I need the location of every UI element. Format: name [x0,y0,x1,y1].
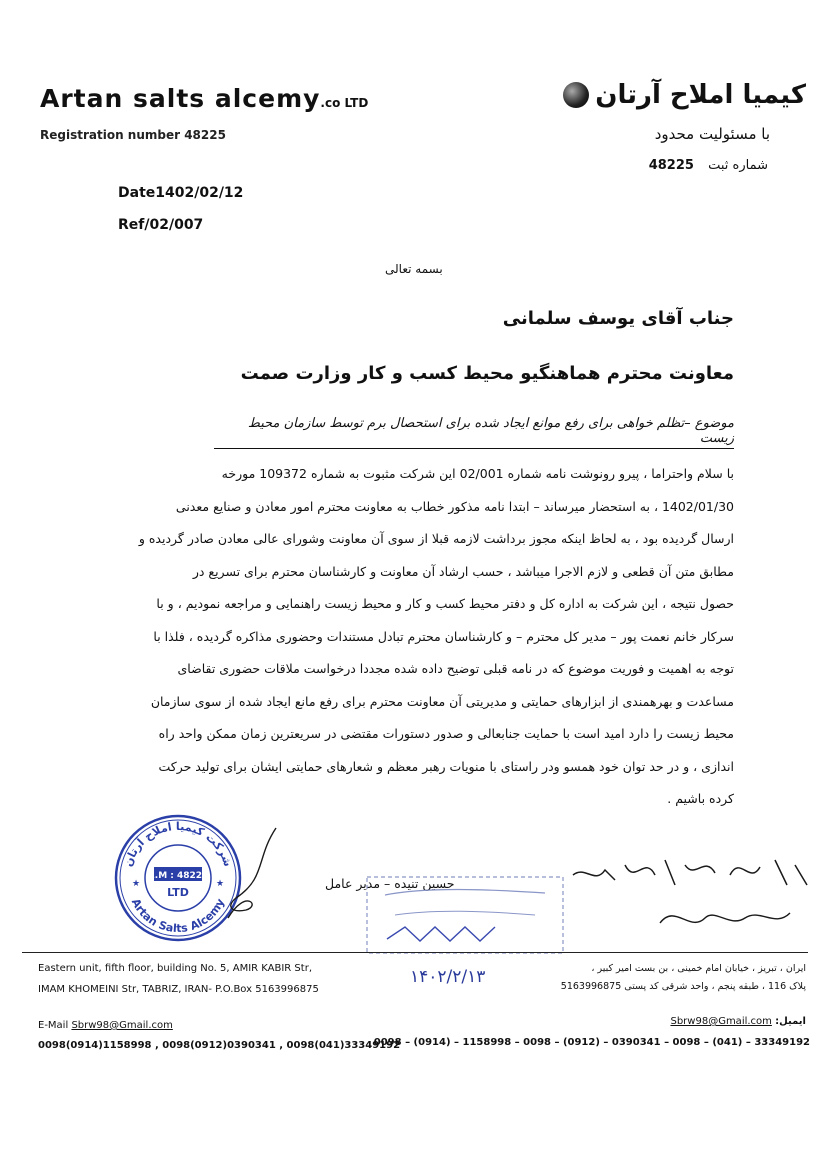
svg-text:LTD: LTD [167,886,189,899]
body-line: مطابق متن آن قطعی و لازم الاجرا میباشد ، حسب ارشاد آن معاونت و کارشناسان محترم برای تسریع در [192,563,734,579]
addressee-name: جناب آقای یوسف سلمانی [502,308,734,329]
company-logo-fa [563,80,806,110]
email-en-link[interactable]: Sbrw98@Gmail.com [71,1020,173,1031]
registration-en: Registration number 48225 [40,128,226,142]
signature-scribble [216,818,286,928]
email-fa [670,1016,806,1027]
address-en-line-2: IMAM KHOMEINI Str, TABRIZ, IRAN- P.O.Box 5163996875 [38,984,319,995]
body-line: 1402/01/30 ، به استحضار میرساند – ابتدا نامه مذکور خطاب به معاونت محترم امور معادن و صنایع معدنی [175,498,734,514]
svg-text:Artan Salts Alcemy: Artan Salts Alcemy [128,896,228,936]
company-name-fa: کیمیا املاح آرتان [595,80,806,110]
phones-en: 0098(0914)1158998 , 0098(0912)0390341 , 0098(041)33349192 [38,1040,401,1051]
body-line: توجه به اهمیت و فوریت موضوع که در نامه قبلی توضیح داده شده مجددا درخواست ملاقات حضوری تقاضای [177,661,734,676]
body-line: مساعدت و بهرهمندی از ابزارهای حمایتی و مدیریتی آن معاونت محترم برای رفع مانع ایجاد شده از سوی سازمان [150,693,734,709]
phones-fa: 0098 – (0914) – 1158998 – 0098 – (0912) – 0390341 – 0098 – (041) – 33349192 [373,1037,810,1048]
handwritten-name [650,893,800,943]
registration-fa-label: شماره ثبت [708,158,768,173]
svg-text:شرکت کیمیا املاح آرتان: شرکت کیمیا املاح آرتان [121,819,235,869]
body-line: اندازی ، و در حد توان خود همسو ودر راستای با منویات رهبر معظم و شعارهای حمایتی ایشان برای تولید حرکت [158,758,734,774]
registration-fa-number: 48225 [648,158,694,173]
email-en [38,1020,173,1031]
letter-subject: موضوع –تظلم خواهی برای رفع موانع ایجاد شده برای استحصال برم توسط سازمان محیط زیست [214,416,734,449]
company-logo-en [40,84,368,113]
body-line: کرده باشیم . [667,791,734,806]
body-line: ارسال گردیده بود ، به لحاظ اینکه مجوز برداشت لازمه قبلا از سوی آن معاونت وشورای عالی معادن صادر گردیده و [138,531,734,546]
ltd-fa: با مسئولیت محدود [654,125,770,143]
registration-fa [649,158,768,173]
handwritten-phone [565,845,815,895]
address-fa-line-1: ایران ، تبریز ، خیابان امام خمینی ، بن بست امیر کبیر ، [591,963,806,974]
addressee-title: معاونت محترم هماهنگیو محیط کسب و کار وزارت صمت [240,363,734,384]
handwritten-date: ۱۴۰۲/۲/۱۳ [410,967,486,987]
address-en-line-1: Eastern unit, fifth floor, building No. 5, AMIR KABIR Str, [38,963,312,974]
svg-text:★: ★ [216,879,225,889]
company-suffix-en: .co LTD [320,96,369,110]
logo-sphere-icon [563,82,589,108]
company-name-en: Artan salts alcemy [40,84,321,113]
body-line: سرکار خانم نعمت پور – مدیر کل محترم – و کارشناسان محترم تبادل مستندات وحضوری مذاکره گردیده ، فلذا با [153,628,734,644]
letter-ref: Ref/02/007 [118,217,204,233]
body-line: با سلام واحتراما ، پیرو رونوشت نامه شماره 02/001 این شرکت مثبوت به شماره 109372 مورخه [221,466,734,481]
email-en-label: E-Mail [38,1020,69,1031]
address-fa-line-2: پلاک 116 ، طبقه پنجم ، واحد شرقی کد پستی 5163996875 [560,981,806,992]
footer-divider [22,952,808,953]
svg-text:★: ★ [132,879,141,889]
body-line: حصول نتیجه ، این شرکت به اداره کل و دفتر محیط کسب و کار و محیط زیست راهنمایی و مراجعه نمودیم ، و با [156,596,734,611]
letter-date: Date1402/02/12 [118,185,244,201]
bismillah: بسمه تعالی [385,262,443,276]
signer-name: حسین تنیده – مدیر عامل [325,876,455,891]
receipt-stamp [365,875,565,955]
email-fa-label: ایمیل: [775,1016,806,1027]
svg-text:R.M : 48225: R.M : 48225 [147,871,209,881]
body-line: محیط زیست را دارد امید است با حمایت جنابعالی و صدور دستورات مقتضی در سریعترین زمان ممکن واحد راه [158,726,734,741]
letter-body [94,458,734,816]
email-fa-link[interactable]: Sbrw98@Gmail.com [670,1016,772,1027]
